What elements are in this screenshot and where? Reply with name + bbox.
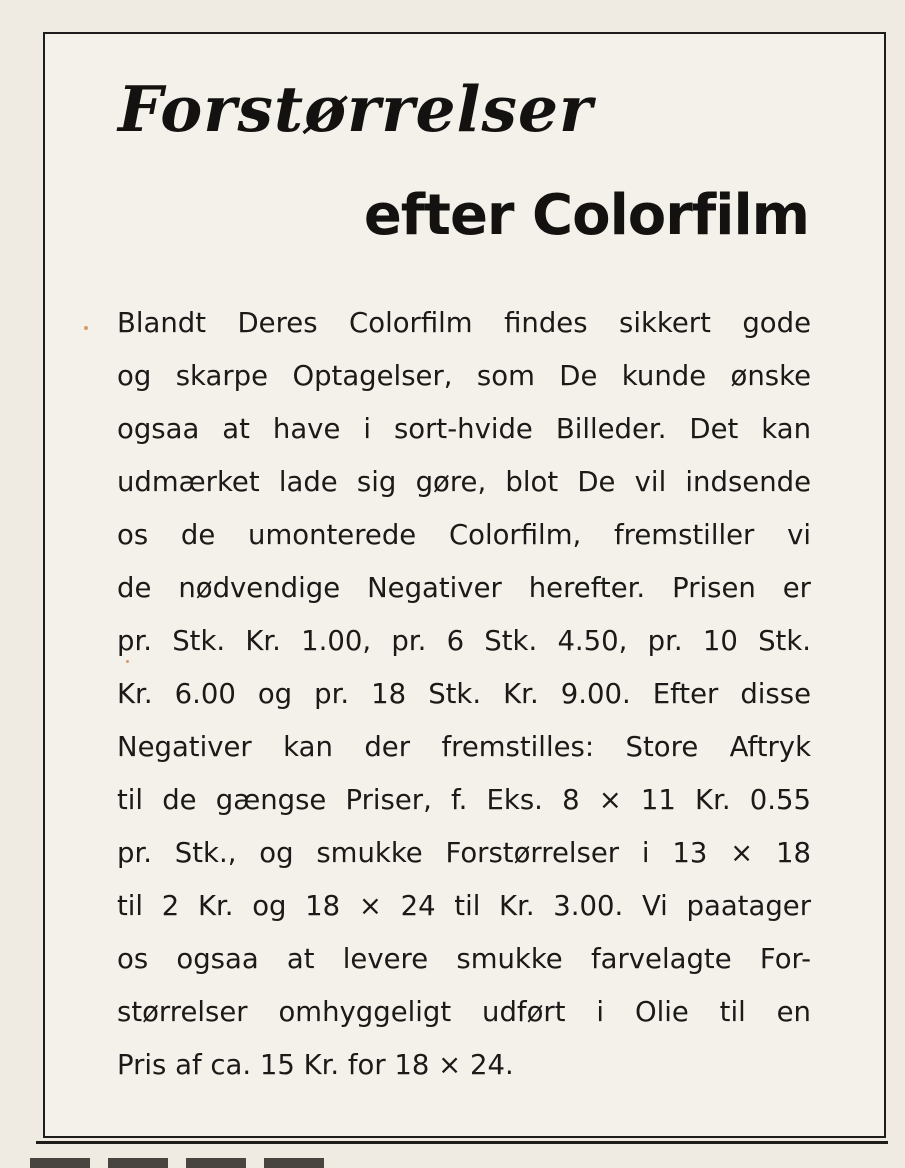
body-line-last: Pris af ca. 15 Kr. for 18 × 24.: [117, 1049, 514, 1081]
headline-forstorrelser: Forstørrelser: [118, 72, 594, 146]
body-line: pr. Stk. Kr. 1.00, pr. 6 Stk. 4.50, pr. 10 Stk.: [117, 625, 811, 657]
body-line: de nødvendige Negativer herefter. Prisen er: [117, 572, 811, 604]
body-line: Negativer kan der fremstilles: Store Aftryk: [117, 731, 811, 763]
body-paragraph: [117, 297, 811, 1092]
body-line: til 2 Kr. og 18 × 24 til Kr. 3.00. Vi paatager: [117, 890, 811, 922]
body-line: og skarpe Optagelser, som De kunde ønske: [117, 360, 811, 392]
print-speck: [84, 326, 88, 330]
body-line: størrelser omhyggeligt udført i Olie til en: [117, 996, 811, 1028]
body-line: pr. Stk., og smukke Forstørrelser i 13 × 18: [117, 837, 811, 869]
body-line: Blandt Deres Colorfilm findes sikkert gode: [117, 307, 811, 339]
body-line: os ogsaa at levere smukke farvelagte For-: [117, 943, 811, 975]
bottom-rule: [36, 1141, 888, 1144]
body-line: udmærket lade sig gøre, blot De vil indsende: [117, 466, 811, 498]
headline-efter-colorfilm: efter Colorfilm: [363, 183, 809, 248]
body-line: Kr. 6.00 og pr. 18 Stk. Kr. 9.00. Efter disse: [117, 678, 811, 710]
next-page-bleed: [30, 1158, 330, 1168]
body-line: os de umonterede Colorfilm, fremstiller vi: [117, 519, 811, 551]
body-line: til de gængse Priser, f. Eks. 8 × 11 Kr. 0.55: [117, 784, 811, 816]
body-line: ogsaa at have i sort-hvide Billeder. Det kan: [117, 413, 811, 445]
